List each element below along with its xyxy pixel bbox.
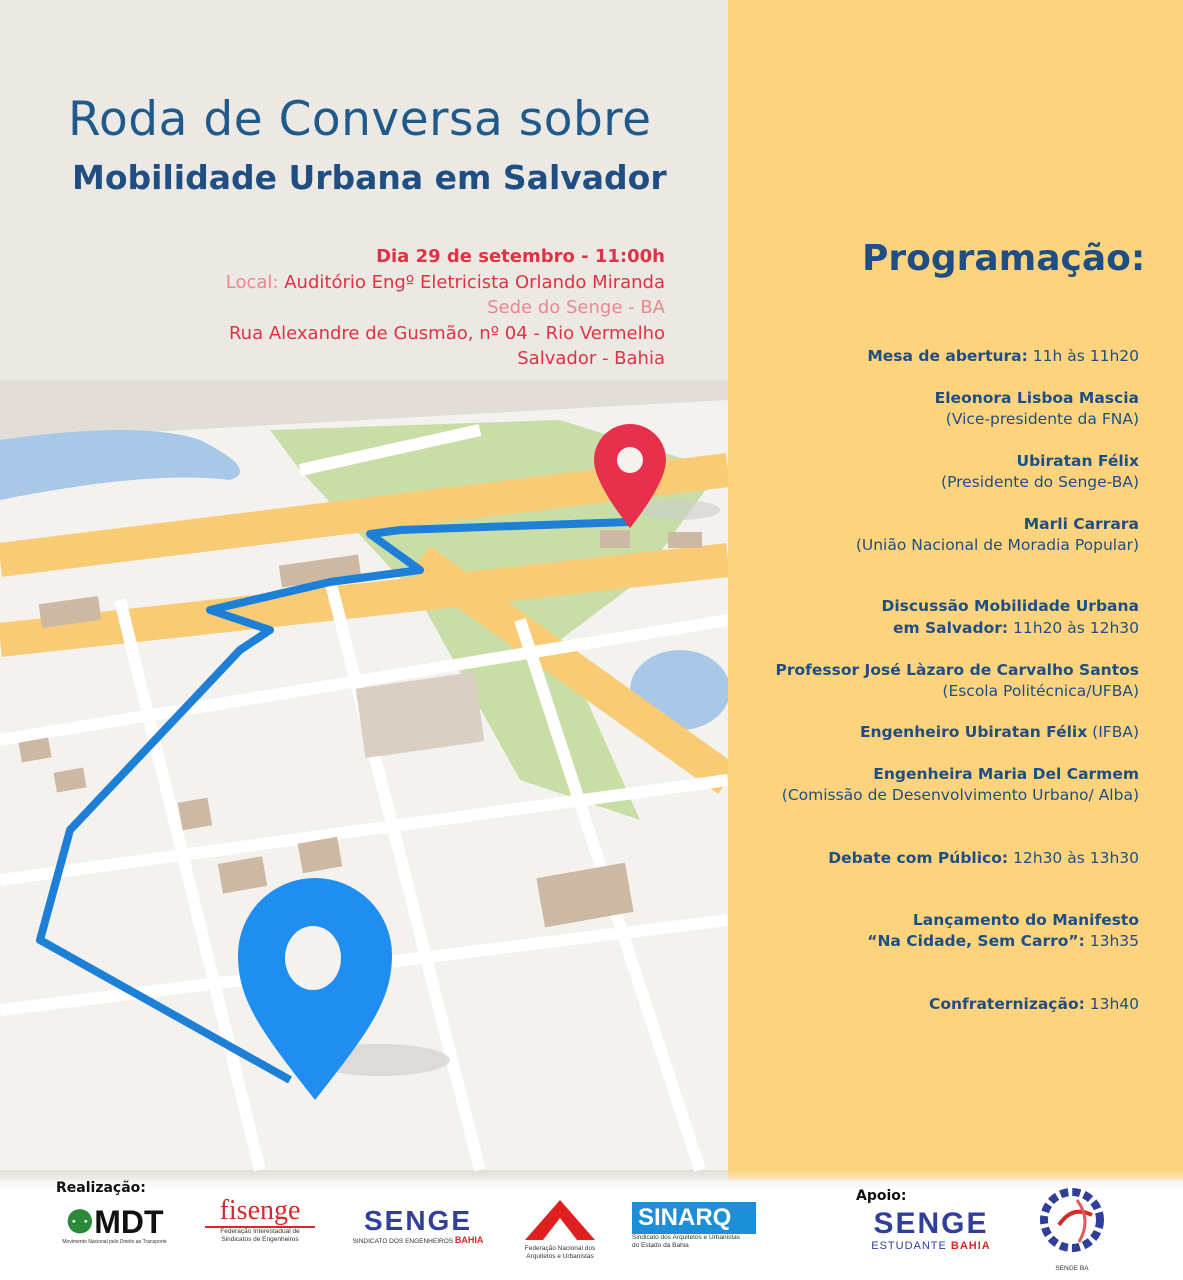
program-line-detail: (Escola Politécnica/UFBA) (942, 682, 1139, 700)
program-line-bold: em Salvador: (892, 619, 1009, 637)
program-line (776, 660, 1140, 681)
program-line-detail: 11h às 11h20 (1027, 347, 1139, 365)
title-line-2: Mobilidade Urbana em Salvador (72, 158, 667, 197)
program-line (782, 785, 1139, 806)
footer-sponsors (0, 1170, 1183, 1280)
program-line-bold: Confraternização: (929, 995, 1085, 1013)
program-line (935, 388, 1139, 409)
program-line-bold: Engenheira Maria Del Carmem (873, 765, 1139, 783)
fisenge-logo: fisenge Federação Interestadual de Sindicatos de Engenheiros (205, 1196, 315, 1244)
local-value: Auditório Engº Eletricista Orlando Miranda (284, 271, 665, 293)
program-line-bold: Marli Carrara (1023, 515, 1139, 533)
event-date: Dia 29 de setembro - 11:00h (376, 246, 665, 267)
program-line-bold: Lançamento do Manifesto (912, 911, 1139, 929)
program-line-bold: Debate com Público: (828, 849, 1009, 867)
program-line-bold: “Na Cidade, Sem Carro”: (867, 932, 1085, 950)
mdt-logo: ⚉MDT Movimento Nacional pelo Direito ao Transporte (62, 1204, 167, 1245)
address: Rua Alexandre de Gusmão, nº 04 - Rio Vermelho (228, 322, 665, 344)
city: Salvador - Bahia (517, 348, 665, 369)
program-line-bold: Discussão Mobilidade Urbana (881, 597, 1139, 615)
program-line (860, 722, 1139, 743)
program-line-bold: Professor José Làzaro de Carvalho Santos (775, 661, 1139, 679)
program-line (893, 618, 1139, 639)
program-line-bold: Eleonora Lisboa Mascia (934, 389, 1139, 407)
apoio-label: Apoio: (856, 1188, 907, 1204)
program-line (856, 535, 1139, 556)
program-line-detail: (Comissão de Desenvolvimento Urbano/ Alba) (781, 786, 1139, 804)
sinarq-logo: SINARQ Sindicato dos Arquitetos e Urbanistas do Estado da Bahia (632, 1202, 756, 1250)
program-line-detail: (Vice-presidente da FNA) (945, 410, 1139, 428)
senge-bahia-logo: SENGE SINDICATO DOS ENGENHEIROS BAHIA (352, 1205, 484, 1245)
program-line (828, 848, 1139, 869)
program-line-detail: 11h20 às 12h30 (1008, 619, 1139, 637)
program-line (881, 596, 1139, 617)
program-line-detail: (IFBA) (1087, 723, 1139, 741)
program-line-bold: Ubiratan Félix (1016, 452, 1139, 470)
coletivo-mulheres-logo: SENGE BA (1032, 1180, 1112, 1273)
fna-logo: Federação Nacional dos Arquitetos e Urbanistas (520, 1200, 600, 1261)
realizacao-label: Realização: (56, 1180, 146, 1196)
program-line-detail: 13h40 (1084, 995, 1139, 1013)
program-line (913, 910, 1139, 931)
program-line (929, 994, 1139, 1015)
title-line-1: Roda de Conversa sobre (68, 92, 652, 147)
program-line (946, 409, 1139, 430)
program-line (941, 472, 1139, 493)
program-line-detail: (União Nacional de Moradia Popular) (855, 536, 1139, 554)
event-info (226, 244, 665, 372)
senge-estudante-logo: SENGE ESTUDANTE BAHIA (871, 1207, 991, 1252)
program-line (867, 931, 1139, 952)
program-line-bold: Mesa de abertura: (867, 347, 1028, 365)
program-line (873, 764, 1139, 785)
program-line (1017, 451, 1140, 472)
program-line (942, 681, 1139, 702)
program-line-bold: Engenheiro Ubiratan Félix (859, 723, 1088, 741)
program-title: Programação: (862, 238, 1146, 279)
venue: Sede do Senge - BA (487, 297, 665, 318)
program-line (1024, 514, 1139, 535)
program-line (867, 346, 1139, 367)
program-line-detail: 13h35 (1084, 932, 1139, 950)
program-line-detail: 12h30 às 13h30 (1008, 849, 1139, 867)
program-line-detail: (Presidente do Senge-BA) (941, 473, 1139, 491)
local-label: Local: (225, 271, 279, 293)
